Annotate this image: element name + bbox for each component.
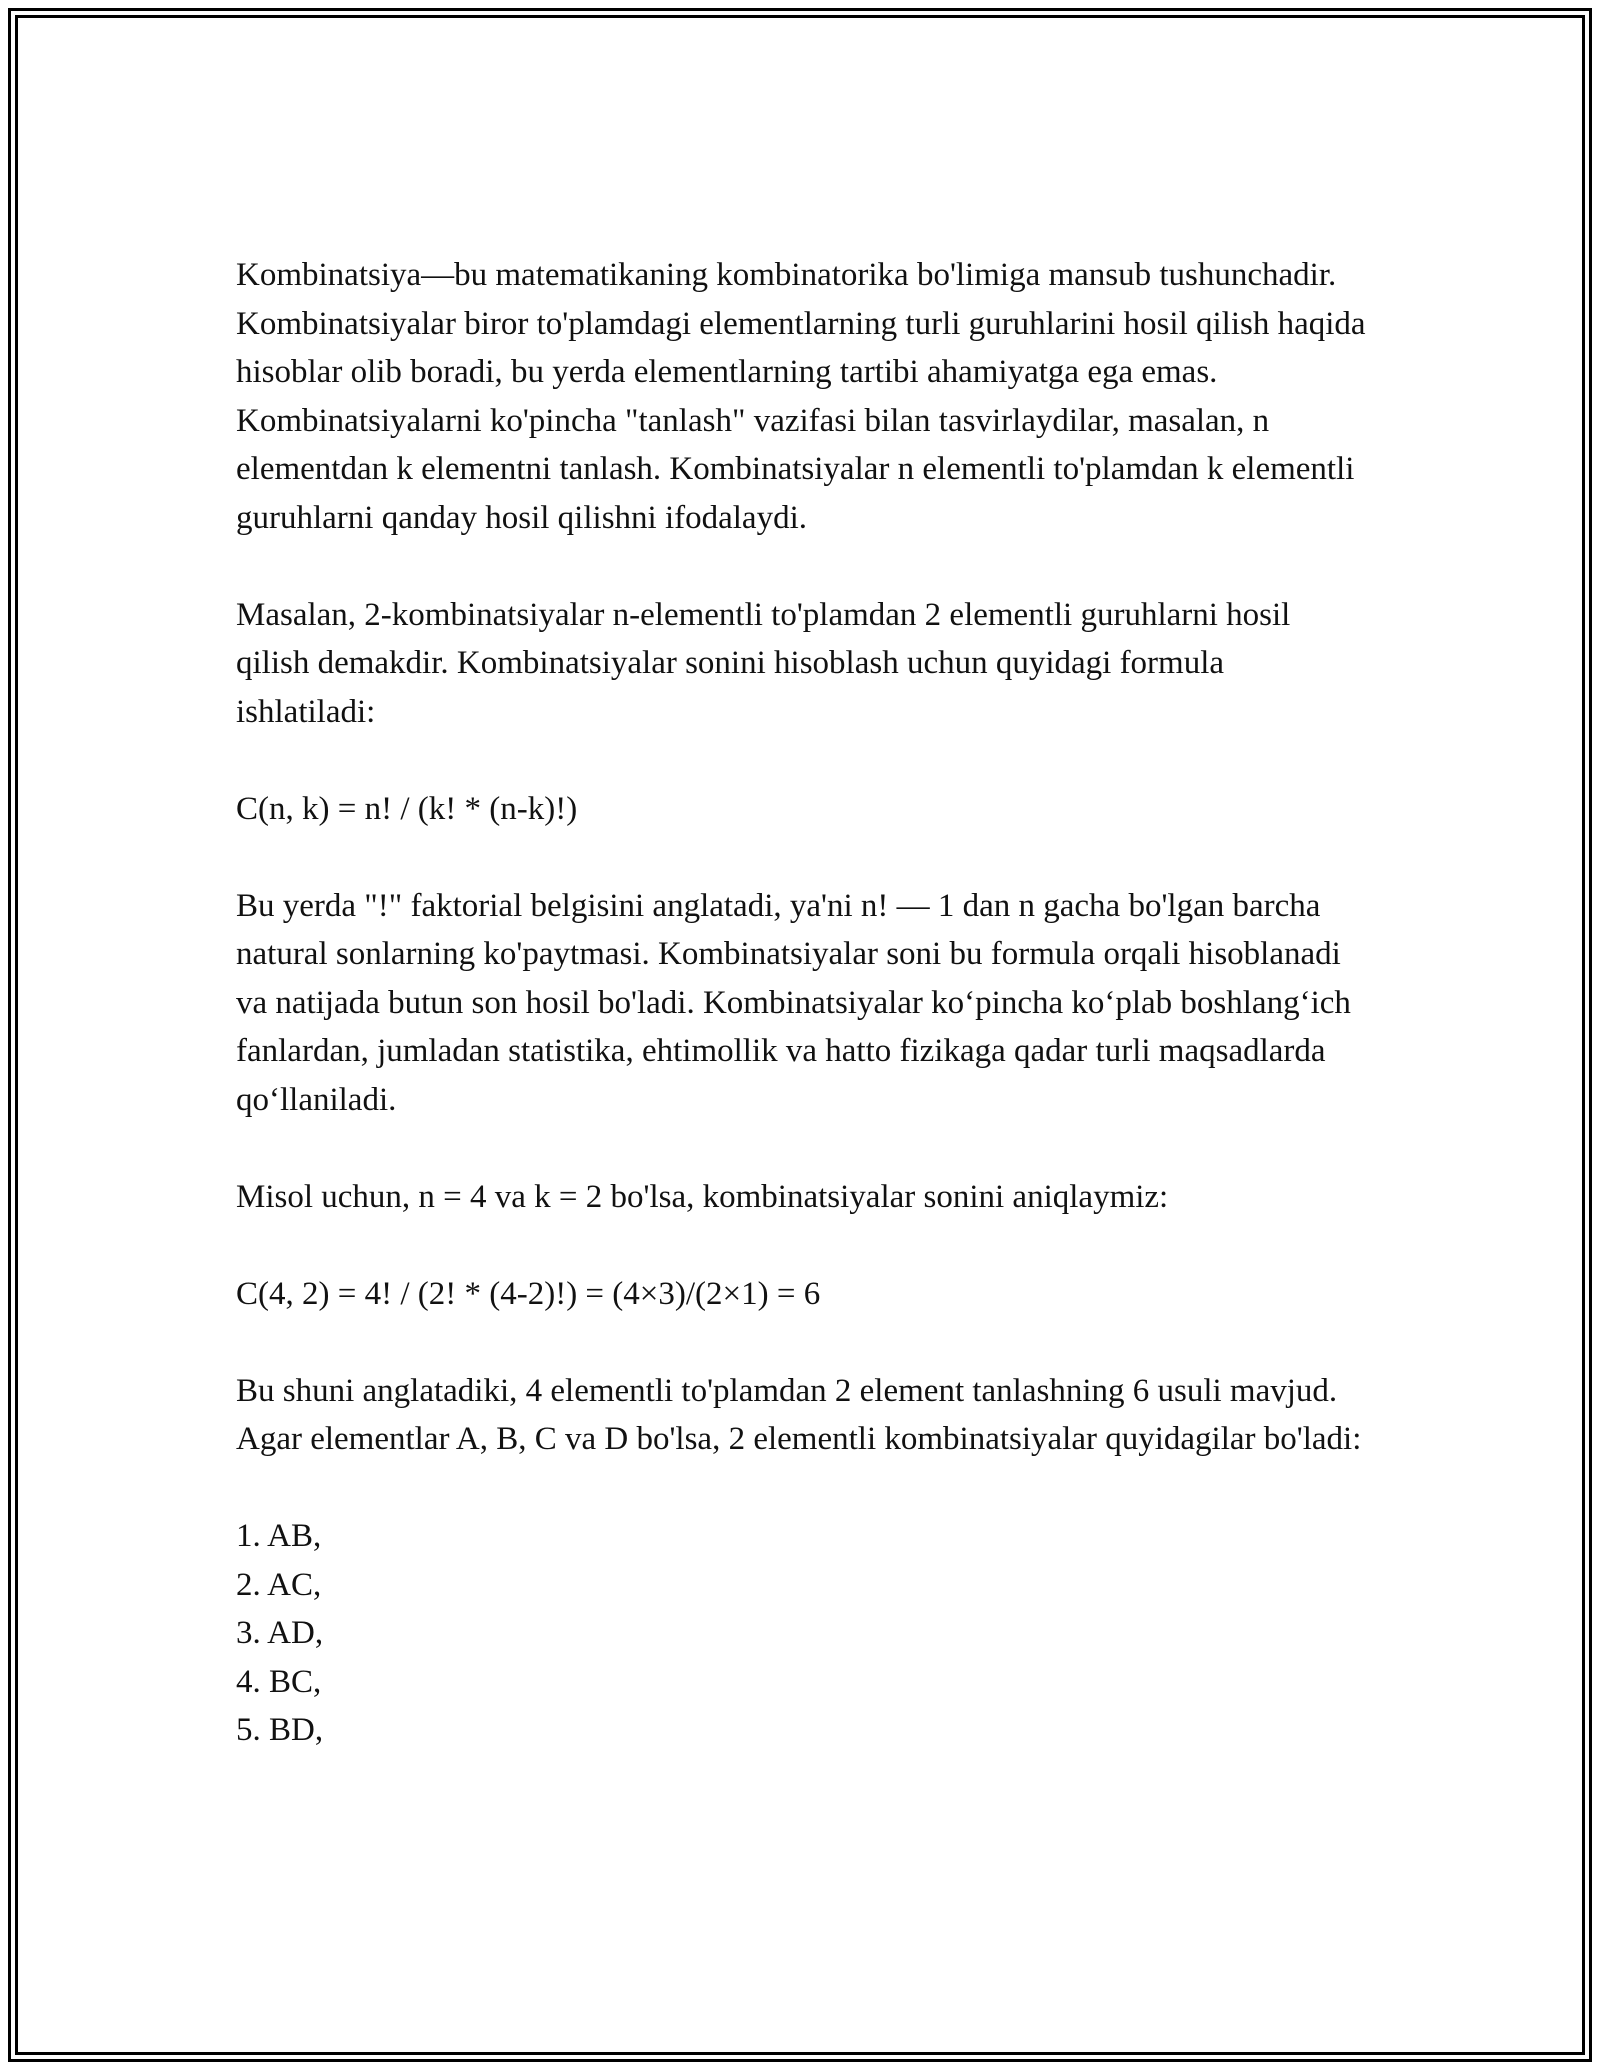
list-item: 1. AB, bbox=[236, 1518, 322, 1554]
formula-general: C(n, k) = n! / (k! * (n-k)!) bbox=[236, 790, 578, 827]
list-item: 3. AD, bbox=[236, 1615, 324, 1651]
combinations-list bbox=[236, 1512, 1366, 1755]
paragraph-definition: Kombinatsiya—bu matematikaning kombinatorika bo'limiga mansub tushunchadir. Kombinatsiyalar biror to'plamdagi elementlarning turli guruhlarini hosil qilish haqida hisoblar olib boradi, bu yerda elementlarning tartibi ahamiyatga ega emas. Kombinatsiyalarni ko'pincha "tanlash" vazifasi bilan tasvirlaydilar, masalan, n elementdan k elementni tanlash. Kombinatsiyalar n elementli to'plamdan k elementli guruhlarni qanday hosil qilishni ifodalaydi. bbox=[236, 257, 1366, 536]
document-body bbox=[236, 251, 1366, 1755]
list-item: 5. BD, bbox=[236, 1712, 324, 1748]
paragraph-example: Misol uchun, n = 4 va k = 2 bo'lsa, kombinatsiyalar sonini aniqlaymiz: bbox=[236, 1178, 1169, 1215]
paragraph-result: Bu shuni anglatadiki, 4 elementli to'plamdan 2 element tanlashning 6 usuli mavjud. Agar elementlar A, B, C va D bo'lsa, 2 elementli kombinatsiyalar quyidagilar bo'ladi: bbox=[236, 1372, 1362, 1457]
list-item: 4. BC, bbox=[236, 1663, 322, 1700]
list-item: 2. AC, bbox=[236, 1566, 322, 1603]
paragraph-example-intro: Masalan, 2-kombinatsiyalar n-elementli to'plamdan 2 elementli guruhlarni hosil qilish demakdir. Kombinatsiyalar sonini hisoblash uchun quyidagi formula ishlatiladi: bbox=[236, 596, 1291, 730]
paragraph-factorial: Bu yerda "!" faktorial belgisini anglatadi, ya'ni n! — 1 dan n gacha bo'lgan barcha natural sonlarning ko'paytmasi. Kombinatsiyalar soni bu formula orqali hisoblanadi va natijada butun son hosil bo'ladi. Kombinatsiyalar ko‘pincha ko‘plab boshlang‘ich fanlardan, jumladan statistika, ehtimollik va hatto fizikaga qadar turli maqsadlarda qo‘llaniladi. bbox=[236, 887, 1351, 1118]
formula-example: C(4, 2) = 4! / (2! * (4-2)!) = (4×3)/(2×1) = 6 bbox=[236, 1275, 821, 1312]
